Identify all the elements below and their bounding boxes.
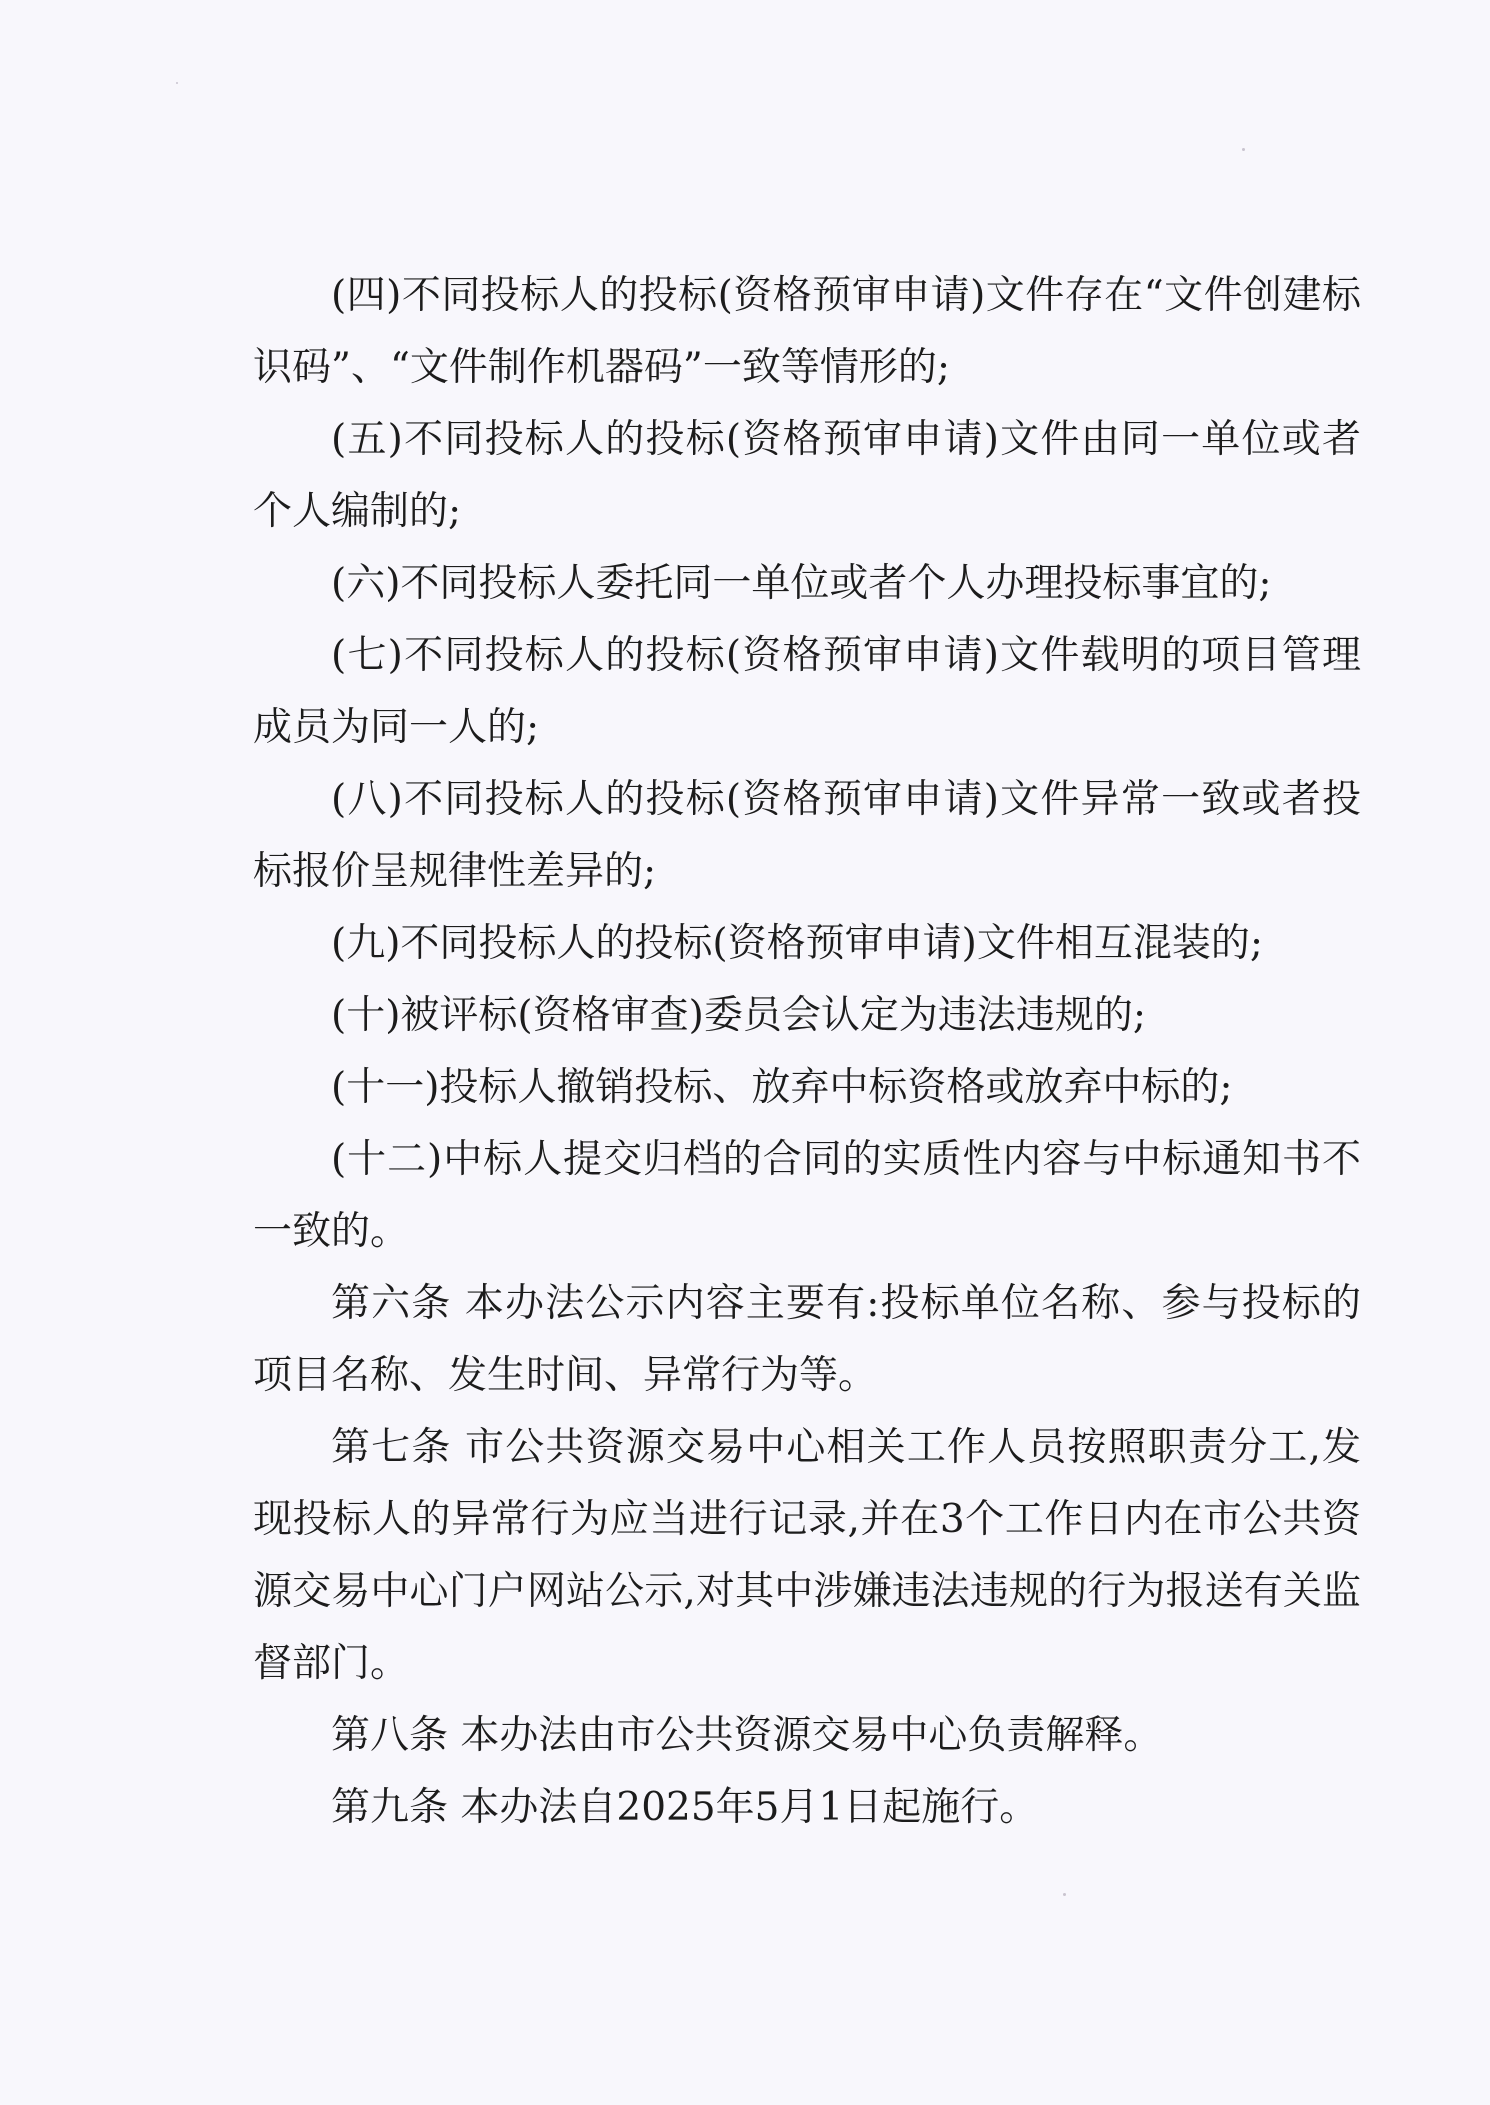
scan-speck bbox=[1242, 148, 1245, 151]
clause-10: (十)被评标(资格审查)委员会认定为违法违规的; bbox=[331, 993, 1147, 1038]
article-6: 第六条 本办法公示内容主要有:投标单位名称、参与投标的项目名称、发生时间、异常行为等。 bbox=[253, 1281, 1361, 1398]
clause-4: (四)不同投标人的投标(资格预审申请)文件存在“文件创建标识码”、“文件制作机器码”一致等情形的; bbox=[253, 273, 1361, 390]
scan-speck bbox=[176, 82, 178, 84]
clause-11: (十一)投标人撤销投标、放弃中标资格或放弃中标的; bbox=[331, 1065, 1233, 1110]
article-7: 第七条 市公共资源交易中心相关工作人员按照职责分工,发现投标人的异常行为应当进行记录,并在3个工作日内在市公共资源交易中心门户网站公示,对其中涉嫌违法违规的行为报送有关监督部门。 bbox=[253, 1425, 1361, 1686]
clause-6: (六)不同投标人委托同一单位或者个人办理投标事宜的; bbox=[331, 561, 1272, 606]
clause-12: (十二)中标人提交归档的合同的实质性内容与中标通知书不一致的。 bbox=[253, 1137, 1361, 1254]
document-body bbox=[253, 260, 1361, 1844]
article-9: 第九条 本办法自2025年5月1日起施行。 bbox=[331, 1785, 1039, 1830]
clause-9: (九)不同投标人的投标(资格预审申请)文件相互混装的; bbox=[331, 921, 1264, 966]
clause-5: (五)不同投标人的投标(资格预审申请)文件由同一单位或者个人编制的; bbox=[253, 417, 1361, 534]
clause-8: (八)不同投标人的投标(资格预审申请)文件异常一致或者投标报价呈规律性差异的; bbox=[253, 777, 1361, 894]
article-8: 第八条 本办法由市公共资源交易中心负责解释。 bbox=[331, 1713, 1163, 1758]
scan-speck bbox=[1063, 1893, 1066, 1896]
clause-7: (七)不同投标人的投标(资格预审申请)文件载明的项目管理成员为同一人的; bbox=[253, 633, 1361, 750]
